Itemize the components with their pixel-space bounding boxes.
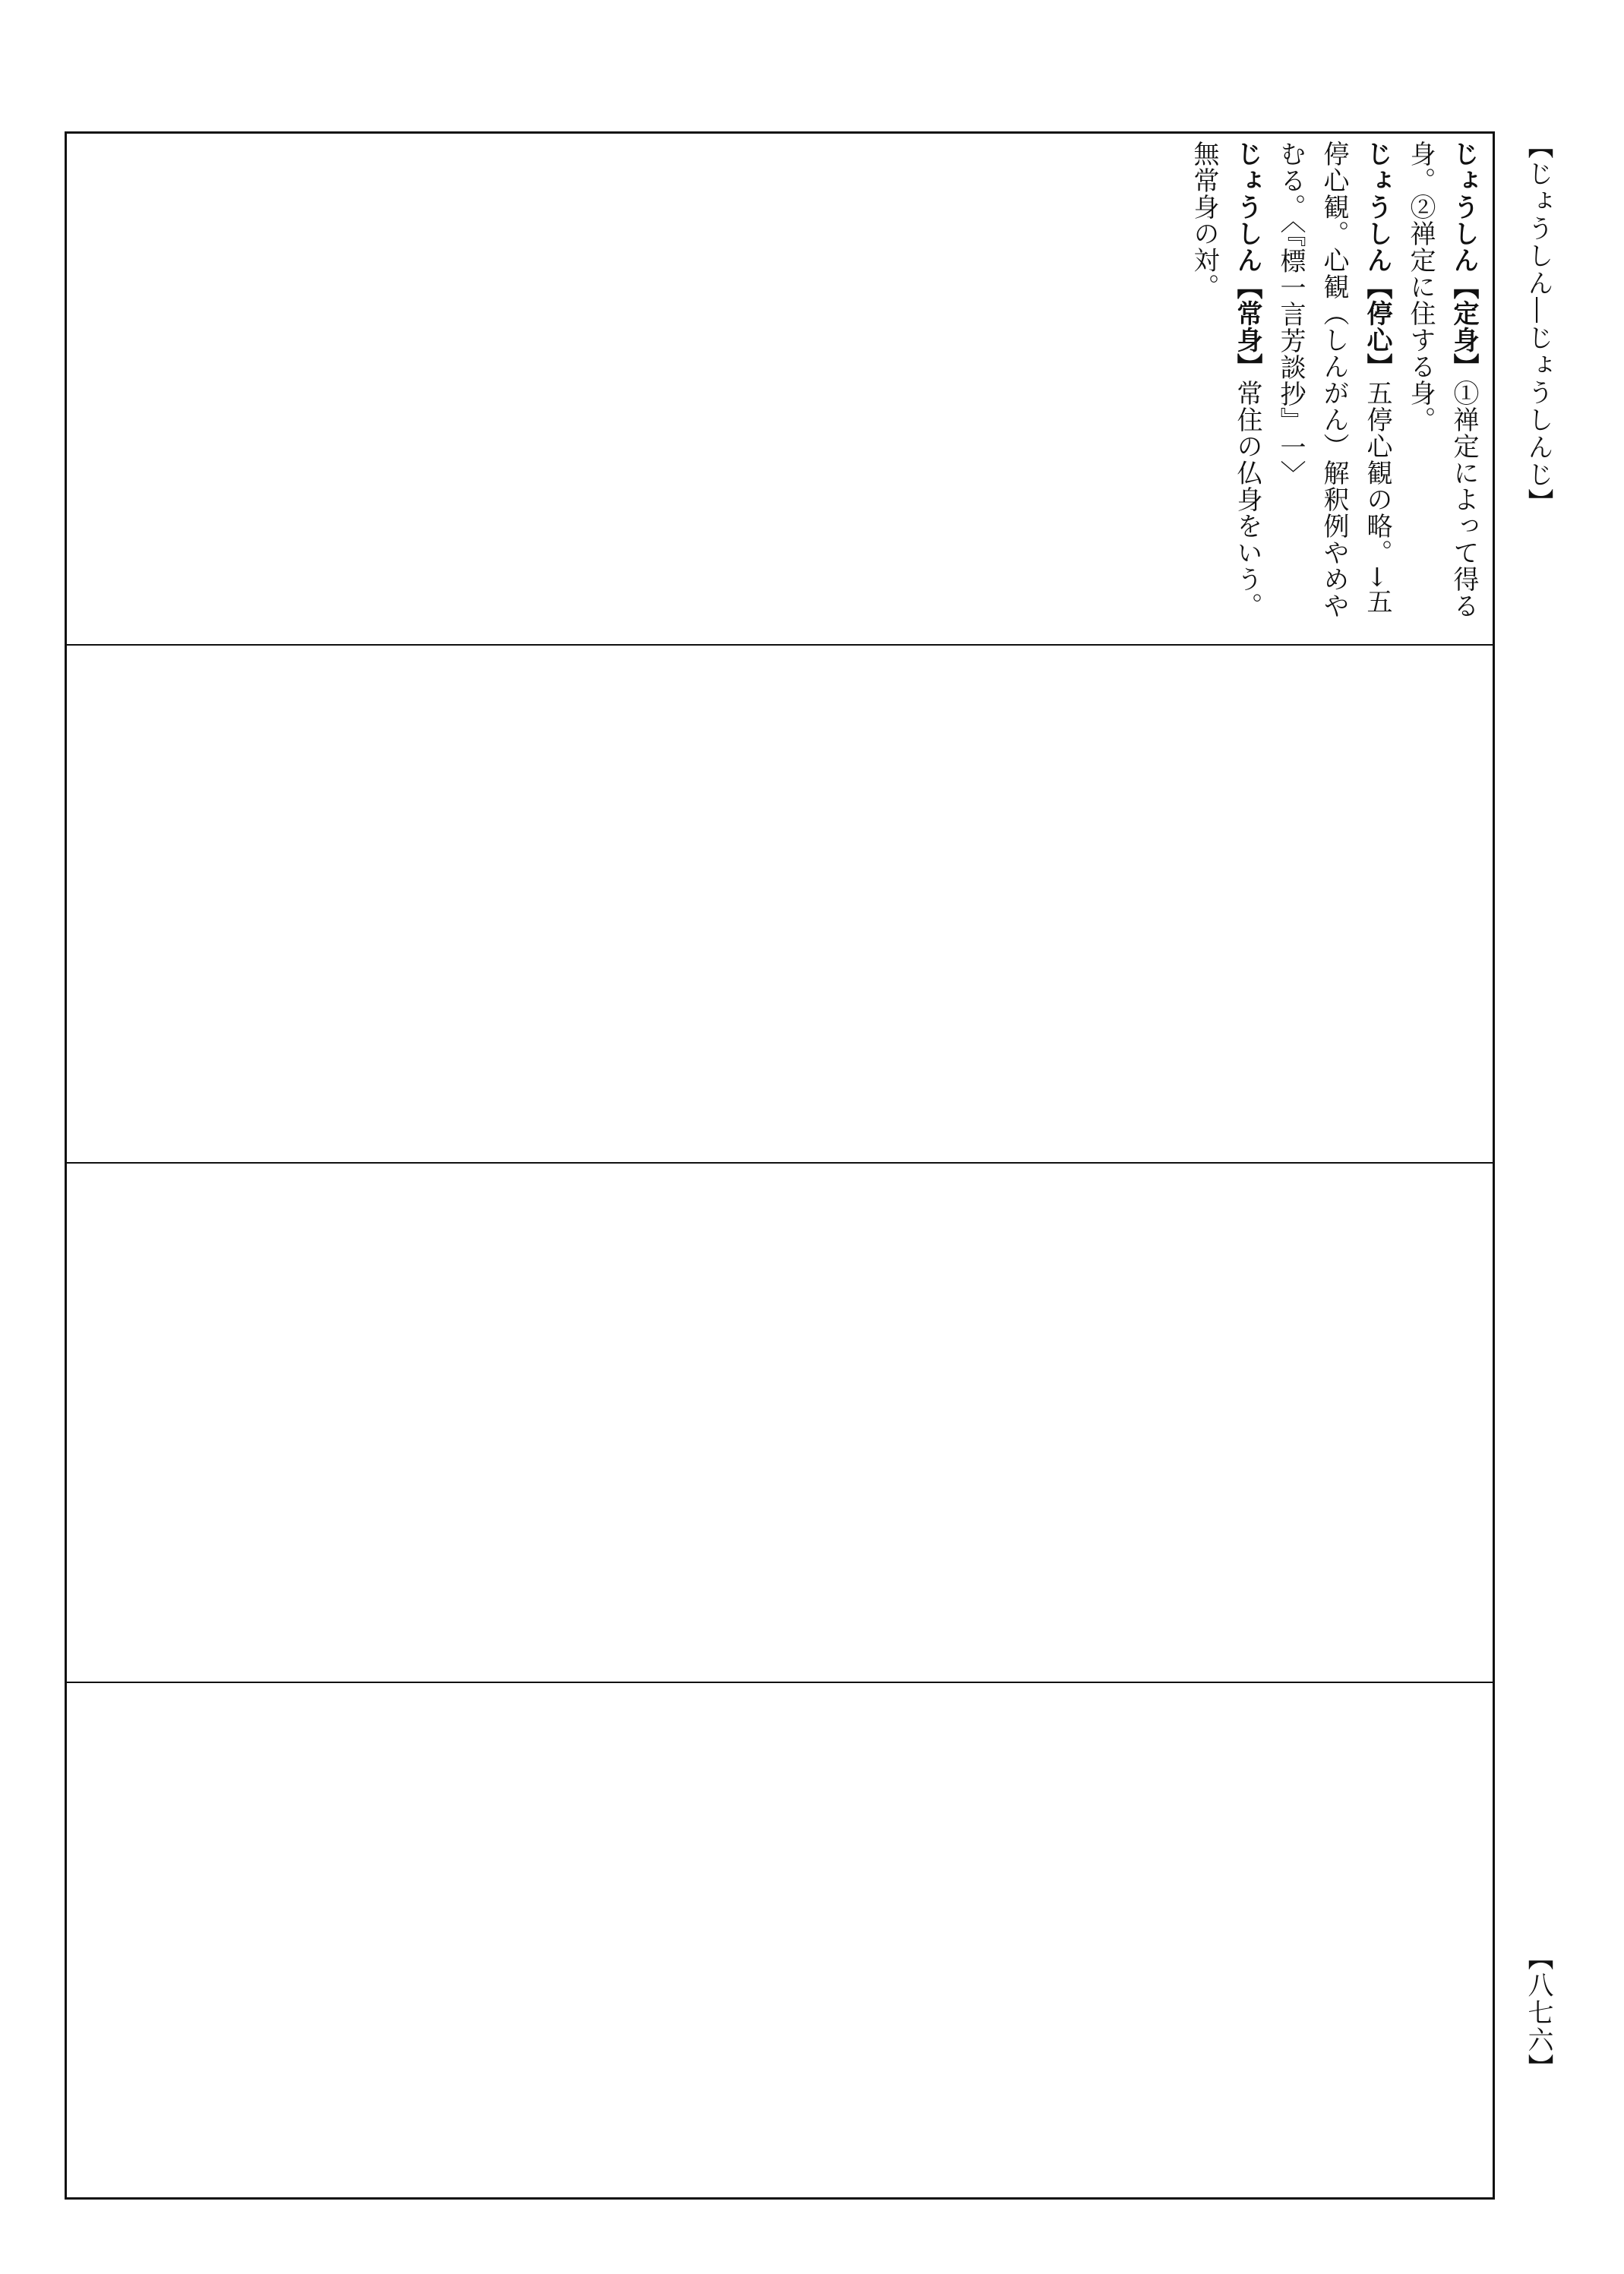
page-number: 【八七六】 xyxy=(1523,1944,1553,2081)
entry-headword: じょうしん【停心】 xyxy=(1362,141,1392,380)
dictionary-entry xyxy=(1269,141,1398,638)
entry-body: 常住の仏身をいう。無常身の対。 xyxy=(1189,141,1262,619)
text-tier-3 xyxy=(76,1172,1485,1675)
tier-divider-3 xyxy=(65,1682,1495,1683)
entry-body: ①禅定によって得る身。②禅定に住する身。 xyxy=(1405,141,1479,619)
text-tier-1 xyxy=(76,141,1485,638)
dictionary-entry xyxy=(1398,141,1485,638)
tier-divider-2 xyxy=(65,1162,1495,1164)
entry-body: 五停心観の略。→五停心観。心観（しんがん）解釈例やめやむる。〈『標一言芳談抄』一〉 xyxy=(1275,141,1392,619)
text-tier-2 xyxy=(76,653,1485,1156)
entry-headword: じょうしん【定身】 xyxy=(1449,141,1479,380)
running-head: 【じょうしん―じょうしんじ】 xyxy=(1523,133,1553,516)
tier-divider-1 xyxy=(65,644,1495,646)
text-tier-4 xyxy=(76,1691,1485,2193)
dictionary-entry xyxy=(1182,141,1269,638)
entry-headword: じょうしん【常身】 xyxy=(1232,141,1262,380)
